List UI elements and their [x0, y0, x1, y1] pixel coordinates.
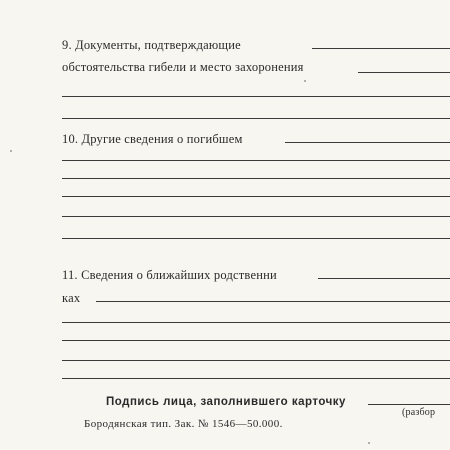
signature-line[interactable] — [368, 404, 450, 405]
item9-fill-line-2[interactable] — [358, 72, 450, 73]
item9-label-line2: обстоятельства гибели и место захоронения — [62, 60, 304, 74]
item10-label: 10. Другие сведения о погибшем — [62, 132, 243, 146]
item11-fill-line-2[interactable] — [96, 301, 450, 302]
item11-label-line1: 11. Сведения о ближайших родственни — [62, 268, 277, 282]
item10-fill-line-1[interactable] — [285, 142, 450, 143]
item11-fill-line-3[interactable] — [62, 322, 450, 323]
item11-fill-line-4[interactable] — [62, 340, 450, 341]
item9-fill-line-1[interactable] — [312, 48, 450, 49]
item10-fill-line-3[interactable] — [62, 178, 450, 179]
item10-fill-line-5[interactable] — [62, 216, 450, 217]
item11-fill-line-1[interactable] — [318, 278, 450, 279]
signature-label: Подпись лица, заполнившего карточку — [106, 396, 346, 408]
item9-fill-line-4[interactable] — [62, 118, 450, 119]
item11-label-line2: ках — [62, 291, 81, 305]
item10-fill-line-2[interactable] — [62, 160, 450, 161]
printer-imprint: Бородянская тип. Зак. № 1546—50.000. — [84, 418, 283, 430]
item10-fill-line-6[interactable] — [62, 238, 450, 239]
paper-speck — [10, 150, 12, 152]
paper-speck — [304, 80, 306, 82]
signature-hint: (разбор — [402, 407, 436, 418]
item11-fill-line-5[interactable] — [62, 360, 450, 361]
item9-fill-line-3[interactable] — [62, 96, 450, 97]
item10-fill-line-4[interactable] — [62, 196, 450, 197]
item11-fill-line-6[interactable] — [62, 378, 450, 379]
item9-label-line1: 9. Документы, подтверждающие — [62, 38, 241, 52]
paper-speck — [368, 442, 370, 444]
